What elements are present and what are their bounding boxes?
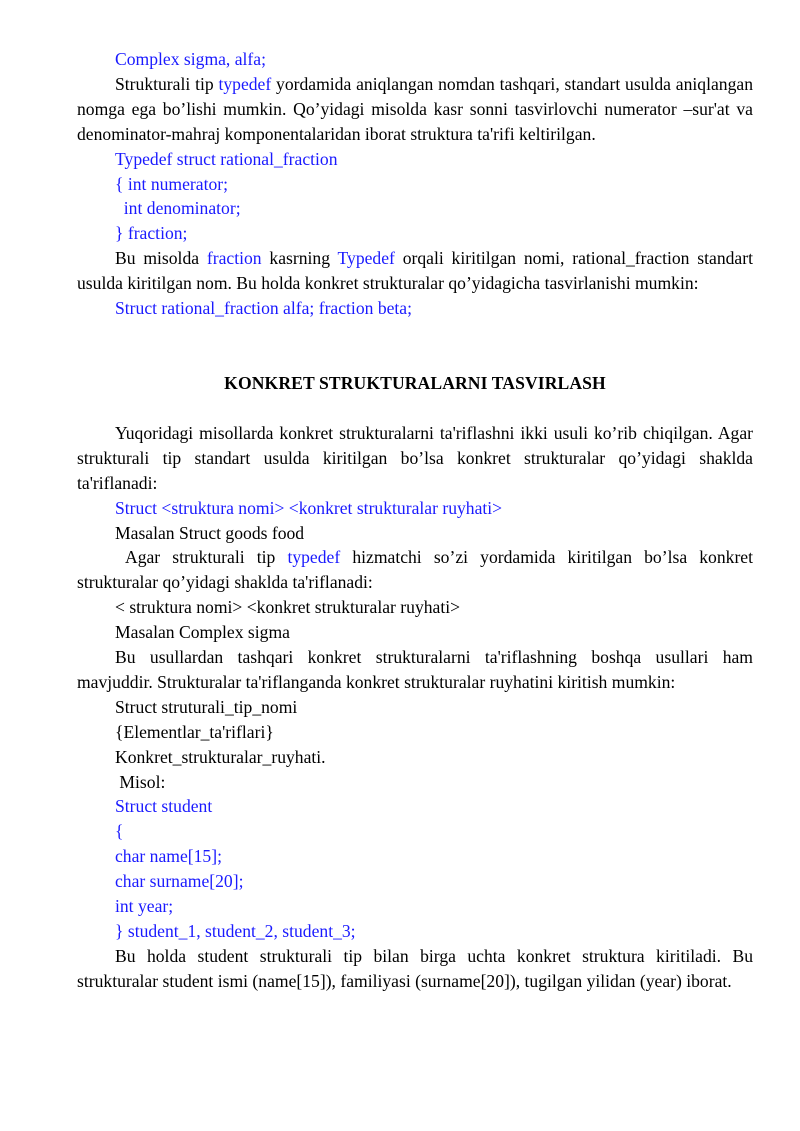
misol-label: Misol: [115,771,166,792]
text-span: Agar strukturali tip [125,547,288,568]
code-line: char name[15]; [115,846,222,867]
keyword-span: Typedef [337,248,395,269]
paragraph [77,72,753,147]
document-page [77,47,753,994]
code-line: int denominator; [115,198,241,219]
code-line: Struct rational_fraction alfa; fraction beta; [115,298,413,319]
keyword-span: typedef [287,547,341,568]
syntax-line: Konkret_strukturalar_ruyhati. [115,746,326,767]
syntax-line: < struktura nomi> <konkret strukturalar ruyhati> [115,597,461,618]
text-span: hizmatchi so’zi yordamida kiritilgan bo’lsa konkret strukturalar qo’yidagi shaklda ta'riflanadi: [77,547,753,593]
paragraph [77,246,753,296]
syntax-line: Struct struturali_tip_nomi [115,696,298,717]
keyword-span: typedef [218,73,272,94]
code-line: } student_1, student_2, student_3; [115,921,356,941]
code-line: Struct <struktura nomi> <konkret strukturalar ruyhati> [115,497,503,518]
code-line: Complex sigma, alfa; [115,49,266,69]
section-heading: KONKRET STRUKTURALARNI TASVIRLASH [224,372,606,393]
text-span: orqali kiritilgan nomi, rational_fraction standart usulda kiritilgan nom. Bu holda konkret strukturalar qo’yidagicha tasvirlanishi mumkin: [77,248,753,294]
syntax-line: {Elementlar_ta'riflari} [115,721,274,742]
text-span: Bu misolda [115,248,207,269]
keyword-span: fraction [206,248,262,269]
text-span: yordamida aniqlangan nomdan tashqari, standart usulda aniqlangan nomga ega bo’lishi mumkin. Qo’yidagi misolda kasr sonni tasvirlovchi numerator –sur'at va denominator-mahraj komponentalaridan iborat struktura ta'rifi keltirilgan. [77,73,753,144]
code-line: { [115,821,124,842]
code-line: Typedef struct rational_fraction [115,148,338,169]
paragraph: Yuqoridagi misollarda konkret strukturalarni ta'riflashni ikki usuli ko’rib chiqilgan. Agar strukturali tip standart usulda kiritilgan bo’lsa konkret strukturalar qo’yidagi shaklda ta'riflanadi: [77,422,753,493]
example-line: Masalan Complex sigma [115,622,290,643]
text-span: kasrning [261,248,338,269]
code-line: Struct student [115,796,213,817]
paragraph: Bu usullardan tashqari konkret strukturalarni ta'riflashning boshqa usullari ham mavjuddir. Strukturalar ta'riflanganda konkret strukturalar ruyhatini kiritish mumkin: [77,647,753,692]
code-line: char surname[20]; [115,871,244,892]
code-line: int year; [115,896,174,917]
code-line: } fraction; [115,223,188,244]
text-span: Strukturali tip [115,73,219,94]
paragraph: Bu holda student strukturali tip bilan birga uchta konkret struktura kiritiladi. Bu strukturalar student ismi (name[15]), familiyasi (surname[20]), tugilgan yilidan (year) iborat. [77,945,753,991]
code-line: { int numerator; [115,173,229,194]
paragraph [77,545,753,595]
example-line: Masalan Struct goods food [115,522,305,543]
